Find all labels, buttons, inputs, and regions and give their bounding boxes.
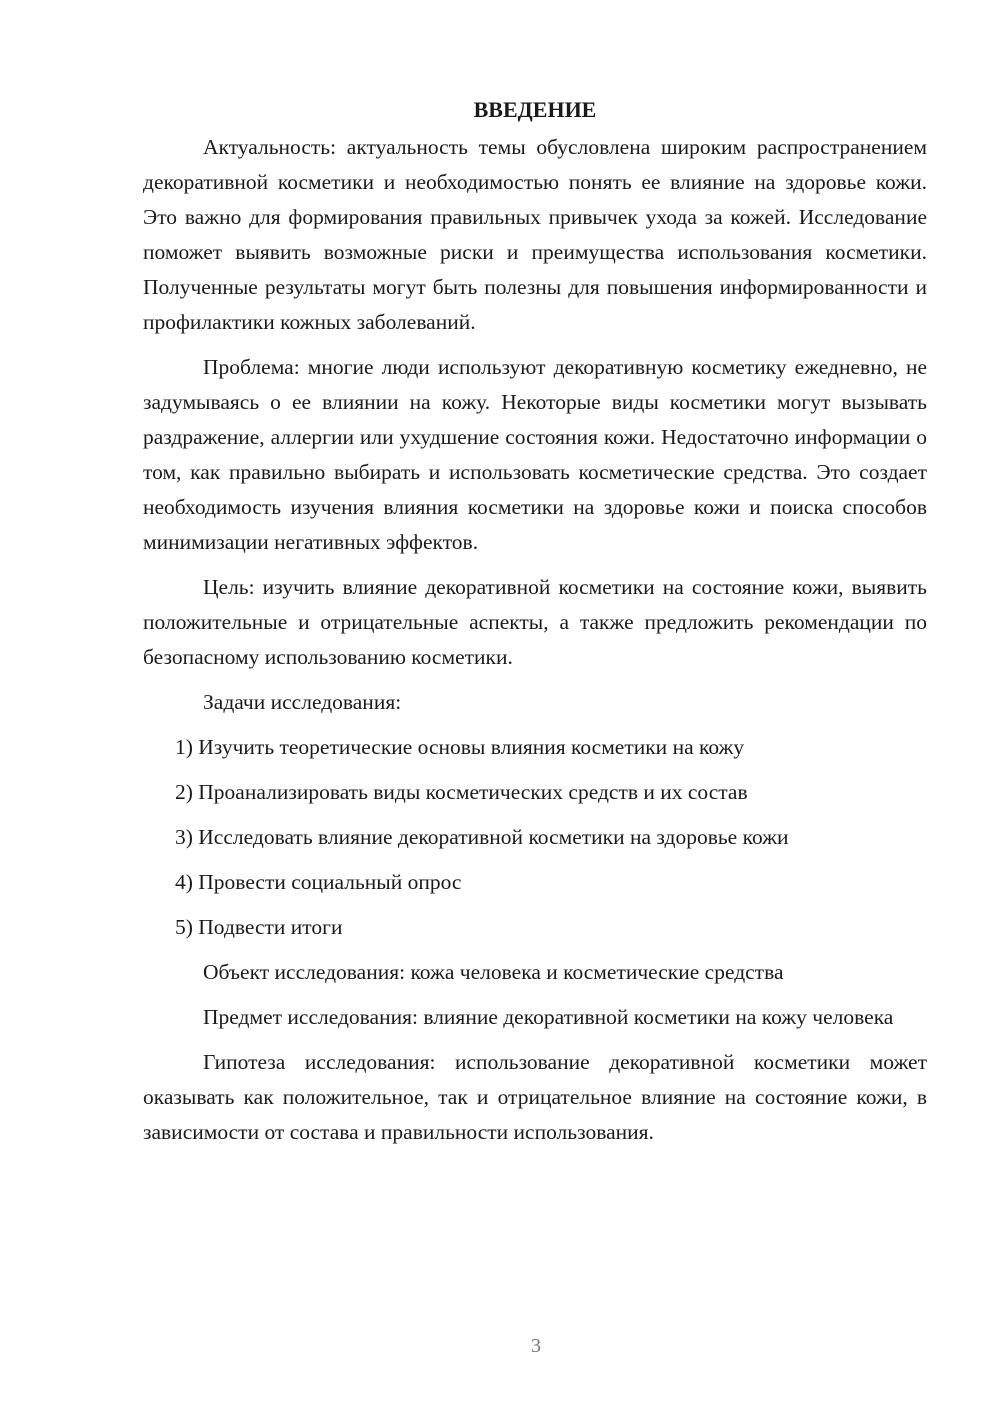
page-number: 3 xyxy=(531,1335,541,1357)
relevance-paragraph: Актуальность: актуальность темы обусловлена широким распространением декоративной косметики и необходимостью понять ее влияние на здоровье кожи. Это важно для формирования правильных привычек ухода за кожей. Исследование поможет выявить возможные риски и преимущества использования косметики. Полученные результаты могут быть полезны для повышения информированности и профилактики кожных заболеваний. xyxy=(143,135,927,334)
hypothesis-paragraph: Гипотеза исследования: использование декоративной косметики может оказывать как положительное, так и отрицательное влияние на состояние кожи, в зависимости от состава и правильности использования. xyxy=(143,1050,927,1144)
task-item: 4) Провести социальный опрос xyxy=(175,870,462,894)
subject-paragraph: Предмет исследования: влияние декоративной косметики на кожу человека xyxy=(203,1005,894,1029)
tasks-list xyxy=(143,730,927,945)
document-body xyxy=(143,92,927,1160)
object-paragraph: Объект исследования: кожа человека и косметические средства xyxy=(203,960,784,984)
problem-paragraph: Проблема: многие люди используют декоративную косметику ежедневно, не задумываясь о ее влиянии на кожу. Некоторые виды косметики могут вызывать раздражение, аллергии или ухудшение состояния кожи. Недостаточно информации о том, как правильно выбирать и использовать косметические средства. Это создает необходимость изучения влияния косметики на здоровье кожи и поиска способов минимизации негативных эффектов. xyxy=(143,355,927,554)
task-item: 3) Исследовать влияние декоративной косметики на здоровье кожи xyxy=(175,825,789,849)
section-title: ВВЕДЕНИЕ xyxy=(473,97,597,122)
goal-paragraph: Цель: изучить влияние декоративной косметики на состояние кожи, выявить положительные и отрицательные аспекты, а также предложить рекомендации по безопасному использованию косметики. xyxy=(143,575,927,669)
tasks-heading: Задачи исследования: xyxy=(203,690,402,714)
task-item: 2) Проанализировать виды косметических средств и их состав xyxy=(175,780,748,804)
task-item: 1) Изучить теоретические основы влияния косметики на кожу xyxy=(175,735,745,759)
task-item: 5) Подвести итоги xyxy=(175,915,343,939)
